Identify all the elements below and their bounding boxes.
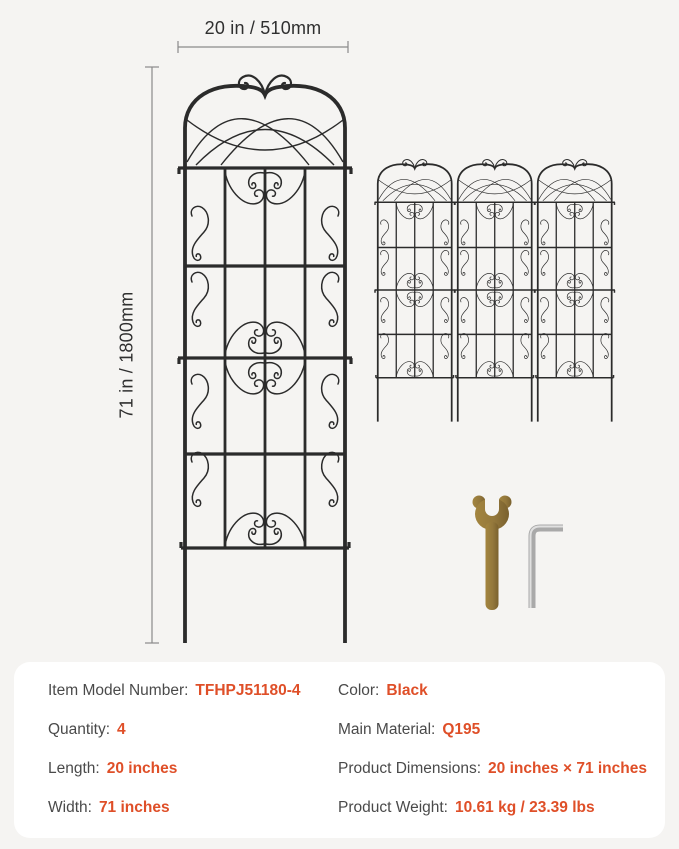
spec-value: Q195	[442, 720, 481, 738]
spec-value: 20 inches	[106, 759, 178, 777]
spec-row-color	[338, 671, 647, 710]
spec-row-product-weight	[338, 788, 647, 827]
spec-label: Main Material:	[338, 720, 436, 738]
spec-card	[14, 662, 665, 838]
spec-row-main-material	[338, 710, 647, 749]
spec-label: Length:	[48, 759, 100, 777]
spec-value: 10.61 kg / 23.39 lbs	[455, 798, 595, 816]
spec-label: Color:	[338, 681, 380, 699]
spec-label: Quantity:	[48, 720, 111, 738]
spec-label: Width:	[48, 798, 92, 816]
spec-row-quantity	[48, 710, 301, 749]
spec-label: Product Dimensions:	[338, 759, 482, 777]
small-trellis-1-icon	[375, 160, 455, 422]
spec-label: Product Weight:	[338, 798, 448, 816]
spec-column-right	[338, 671, 647, 827]
width-dimension-label: 20 in / 510mm	[204, 18, 322, 38]
hex-key-icon	[531, 527, 564, 609]
spec-row-item-model-number	[48, 671, 301, 710]
main-trellis-icon	[178, 76, 352, 643]
spec-value: Black	[386, 681, 428, 699]
spec-value: 20 inches × 71 inches	[488, 759, 647, 777]
wrench-icon	[473, 492, 512, 610]
small-trellis-group	[375, 160, 615, 422]
spec-label: Item Model Number:	[48, 681, 189, 699]
height-dimension-label: 71 in / 1800mm	[116, 291, 137, 419]
small-trellis-2-icon	[455, 160, 535, 422]
spec-column-left	[48, 671, 301, 827]
spec-row-length	[48, 749, 301, 788]
spec-value: 71 inches	[98, 798, 170, 816]
spec-value: 4	[117, 720, 126, 738]
dimension-lines	[145, 41, 348, 643]
spec-row-width	[48, 788, 301, 827]
small-trellis-3-icon	[535, 160, 615, 422]
spec-row-product-dimensions	[338, 749, 647, 788]
spec-value: TFHPJ51180-4	[195, 681, 301, 699]
